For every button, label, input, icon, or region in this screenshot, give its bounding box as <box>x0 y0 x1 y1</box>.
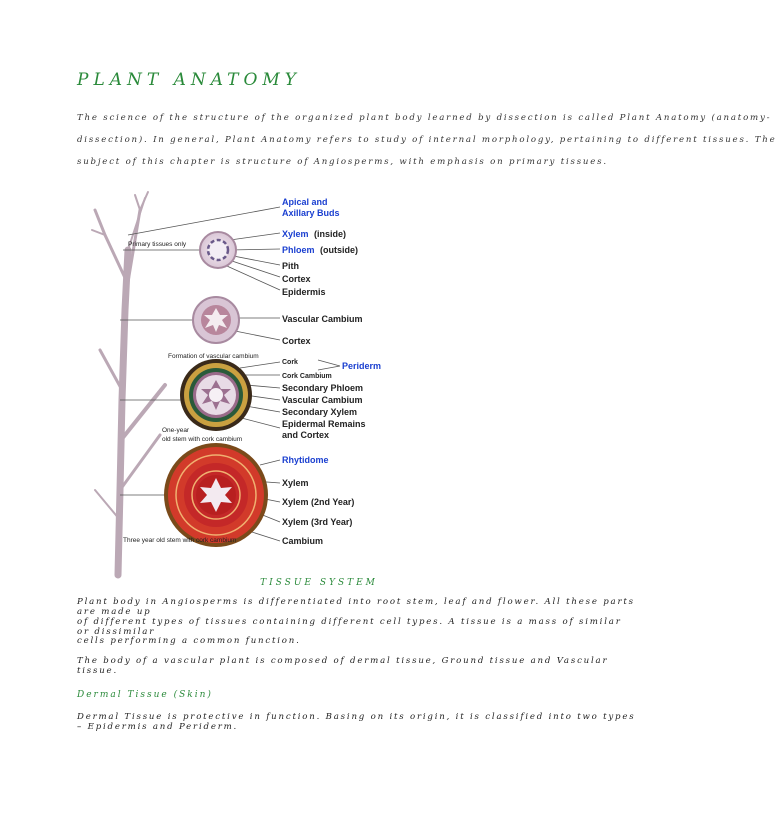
label-cortex-2: Cortex <box>282 336 311 346</box>
label-secondary-phloem: Secondary Phloem <box>282 383 364 393</box>
tissue-line-2: of different types of tissues containing different cell types. A tissue is a mass of similar or dissimilar <box>77 617 622 637</box>
label-pith: Pith <box>282 261 299 271</box>
label-one-year-1: One-year <box>162 427 190 434</box>
cross-section-cambium <box>193 297 239 343</box>
label-epidermal-2: and Cortex <box>282 430 330 440</box>
label-xylem: Xylem <box>282 478 309 488</box>
label-one-year-2: old stem with cork cambium <box>162 436 243 443</box>
tissue-line-4: The body of a vascular plant is composed of dermal tissue, Ground tissue and Vascular tissue. <box>77 656 609 676</box>
label-xylem-2nd: Xylem (2nd Year) <box>282 497 355 507</box>
label-xylem-inside-1: Xylem <box>282 229 309 239</box>
label-periderm: Periderm <box>342 361 382 371</box>
dermal-text: Dermal Tissue is protective in function. Basing on its origin, it is classified into two types – Epidermis and Periderm. <box>77 712 636 732</box>
label-cortex-1: Cortex <box>282 274 311 284</box>
page-title: PLANT ANATOMY <box>77 70 302 90</box>
label-xylem-inside-2: (inside) <box>314 229 347 239</box>
label-three-year: Three year old stem with cork cambium <box>123 537 237 544</box>
label-secondary-xylem: Secondary Xylem <box>282 407 358 417</box>
intro-line-1: The science of the structure of the organized plant body learned by dissection is called Plant Anatomy (anatomy- <box>77 113 772 123</box>
label-vascular-cambium-1: Vascular Cambium <box>282 314 363 324</box>
label-formation-cambium: Formation of vascular cambium <box>168 353 259 360</box>
label-apical-2: Axillary Buds <box>282 208 340 218</box>
label-rhytidome: Rhytidome <box>282 455 329 465</box>
label-cork: Cork <box>282 359 298 366</box>
cross-section-one-year <box>180 359 252 431</box>
cross-section-three-year <box>164 443 268 547</box>
label-epidermal-1: Epidermal Remains <box>282 419 366 429</box>
cross-section-primary <box>200 232 236 268</box>
label-vascular-cambium-2: Vascular Cambium <box>282 395 363 405</box>
intro-line-3: subject of this chapter is structure of Angiosperms, with emphasis on primary tissues. <box>77 157 608 167</box>
intro-line-2: dissection). In general, Plant Anatomy refers to study of internal morphology, pertaining to different tissues. The <box>77 135 776 145</box>
section-title: TISSUE SYSTEM <box>260 578 378 588</box>
stem-branch <box>92 192 165 575</box>
stem-anatomy-diagram <box>90 190 390 575</box>
label-primary-tissues: Primary tissues only <box>128 241 187 248</box>
label-xylem-3rd: Xylem (3rd Year) <box>282 517 353 527</box>
label-apical-1: Apical and <box>282 197 328 207</box>
label-cork-cambium: Cork Cambium <box>282 373 332 380</box>
subheading-dermal: Dermal Tissue (Skin) <box>77 690 213 700</box>
label-phloem-2: (outside) <box>320 245 358 255</box>
tissue-line-3: cells performing a common function. <box>77 636 301 646</box>
label-epidermis: Epidermis <box>282 287 326 297</box>
label-phloem-1: Phloem <box>282 245 315 255</box>
tissue-line-1: Plant body in Angiosperms is differentiated into root stem, leaf and flower. All these parts are made up <box>77 597 635 617</box>
label-cambium: Cambium <box>282 536 324 546</box>
